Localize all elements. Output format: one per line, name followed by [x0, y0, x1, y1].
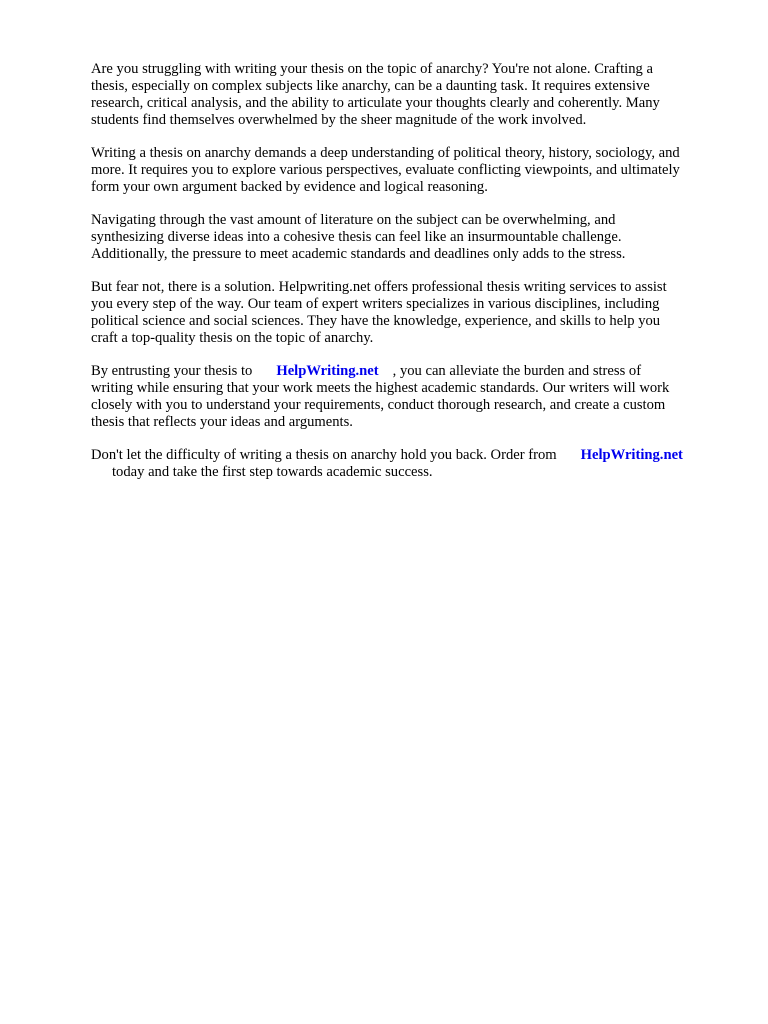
paragraph-entrusting: [91, 363, 731, 431]
text-line: closely with you to understand your requirements, conduct thorough research, and create a custom: [91, 397, 666, 413]
document-page: [91, 61, 731, 497]
paragraph-call-to-action: [91, 447, 731, 481]
text-line: form your own argument backed by evidence and logical reasoning.: [91, 179, 488, 195]
text-line: Additionally, the pressure to meet academic standards and deadlines only adds to the stress.: [91, 246, 626, 262]
text-line: research, critical analysis, and the ability to articulate your thoughts clearly and coherently. Many: [91, 95, 660, 111]
helpwriting-link[interactable]: HelpWriting.net: [580, 447, 683, 463]
text-line: [91, 464, 731, 481]
text-line: Are you struggling with writing your thesis on the topic of anarchy? You're not alone. Crafting a: [91, 61, 653, 77]
text-line: Writing a thesis on anarchy demands a deep understanding of political theory, history, sociology, and: [91, 145, 680, 161]
text-line: you every step of the way. Our team of expert writers specializes in various disciplines, including: [91, 296, 660, 312]
text-fragment: , you can alleviate the burden and stress of: [392, 363, 642, 379]
paragraph-intro: [91, 61, 731, 129]
helpwriting-link[interactable]: HelpWriting.net: [276, 363, 379, 379]
text-line: But fear not, there is a solution. Helpwriting.net offers professional thesis writing services to assist: [91, 279, 667, 295]
text-line: writing while ensuring that your work meets the highest academic standards. Our writers will work: [91, 380, 670, 396]
paragraph-requirements: [91, 145, 731, 196]
paragraph-literature: [91, 212, 731, 263]
text-line: thesis that reflects your ideas and arguments.: [91, 414, 353, 430]
text-line: [91, 447, 731, 464]
text-line: craft a top-quality thesis on the topic of anarchy.: [91, 330, 374, 346]
text-line: synthesizing diverse ideas into a cohesive thesis can feel like an insurmountable challenge.: [91, 229, 622, 245]
text-fragment: today and take the first step towards academic success.: [112, 464, 433, 480]
text-line: more. It requires you to explore various perspectives, evaluate conflicting viewpoints, and ultimately: [91, 162, 680, 178]
text-line: Navigating through the vast amount of literature on the subject can be overwhelming, and: [91, 212, 616, 228]
text-line: students find themselves overwhelmed by the sheer magnitude of the work involved.: [91, 112, 587, 128]
text-line: political science and social sciences. They have the knowledge, experience, and skills to help you: [91, 313, 661, 329]
text-line: [91, 363, 731, 380]
paragraph-solution: [91, 279, 731, 347]
text-line: thesis, especially on complex subjects like anarchy, can be a daunting task. It requires extensive: [91, 78, 650, 94]
text-fragment: Don't let the difficulty of writing a thesis on anarchy hold you back. Order from: [91, 447, 557, 463]
text-fragment: By entrusting your thesis to: [91, 363, 253, 379]
